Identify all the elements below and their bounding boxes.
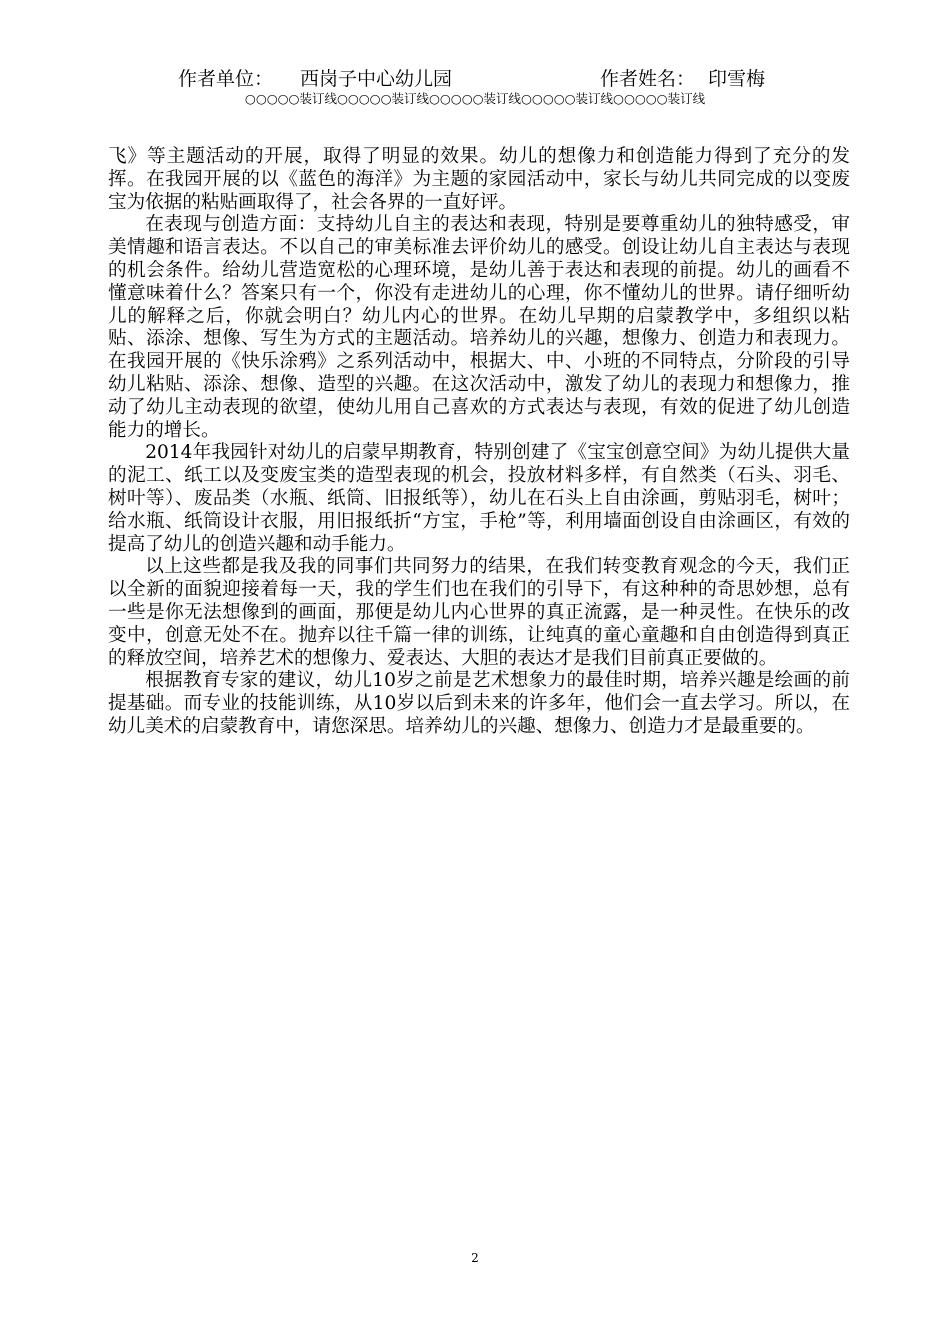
author-unit-label: 作者单位： xyxy=(178,68,274,90)
author-name-label: 作者姓名： xyxy=(600,68,696,90)
binding-line: ○○○○○装订线○○○○○装订线○○○○○装订线○○○○○装订线○○○○○装订线 xyxy=(244,91,706,106)
author-name-value: 印雪梅 xyxy=(708,68,766,90)
paragraph-4: 以上这些都是我及我的同事们共同努力的结果，在我们转变教育观念的今天，我们正以全新的面貌迎接着每一天，我的学生们也在我们的引导下，有这种种的奇思妙想，总有一些是你无法想像到的画面，那便是幼儿内心世界的真正流露，是一种灵性。在快乐的改变中，创意无处不在。抛弃以往千篇一律的训练，让纯真的童心童趣和自由创造得到真正的释放空间，培养艺术的想像力、爱表达、大胆的表达才是我们目前真正要做的。 xyxy=(108,556,850,669)
paragraph-2: 在表现与创造方面：支持幼儿自主的表达和表现，特别是要尊重幼儿的独特感受，审美情趣和语言表达。不以自己的审美标准去评价幼儿的感受。创设让幼儿自主表达与表现的机会条件。给幼儿营造宽松的心理环境，是幼儿善于表达和表现的前提。幼儿的画看不懂意味着什么？答案只有一个，你没有走进幼儿的心理，你不懂幼儿的世界。请仔细听幼儿的解释之后，你就会明白？幼儿内心的世界。在幼儿早期的启蒙教学中，多组织以粘贴、添涂、想像、写生为方式的主题活动。培养幼儿的兴趣，想像力、创造力和表现力。在我园开展的《快乐涂鸦》之系列活动中，根据大、中、小班的不同特点，分阶段的引导幼儿粘贴、添涂、想像、造型的兴趣。在这次活动中，激发了幼儿的表现力和想像力，推动了幼儿主动表现的欲望，使幼儿用自己喜欢的方式表达与表现，有效的促进了幼儿创造能力的增长。 xyxy=(108,214,850,441)
page-number: 2 xyxy=(471,1251,479,1265)
paragraph-3: 2014年我园针对幼儿的启蒙早期教育，特别创建了《宝宝创意空间》为幼儿提供大量的泥工、纸工以及变废宝类的造型表现的机会，投放材料多样，有自然类（石头、羽毛、树叶等）、废品类（水瓶、纸筒、旧报纸等），幼儿在石头上自由涂画，剪贴羽毛，树叶；给水瓶、纸筒设计衣服，用旧报纸折“方宝，手枪”等，利用墙面创设自由涂画区，有效的提高了幼儿的创造兴趣和动手能力。 xyxy=(108,442,850,555)
author-unit-value: 西岗子中心幼儿园 xyxy=(300,68,453,90)
paragraph-1: 飞》等主题活动的开展，取得了明显的效果。幼儿的想像力和创造能力得到了充分的发挥。在我园开展的以《蓝色的海洋》为主题的家园活动中，家长与幼儿共同完成的以变废宝为依据的粘贴画取得了，社会各界的一直好评。 xyxy=(108,146,850,213)
page-header xyxy=(0,66,950,92)
paragraph-5: 根据教育专家的建议，幼儿10岁之前是艺术想象力的最佳时期，培养兴趣是绘画的前提基础。而专业的技能训练，从10岁以后到未来的许多年，他们会一直去学习。所以，在幼儿美术的启蒙教育中，请您深思。培养幼儿的兴趣、想像力、创造力才是最重要的。 xyxy=(108,670,850,737)
body-text xyxy=(108,146,850,739)
